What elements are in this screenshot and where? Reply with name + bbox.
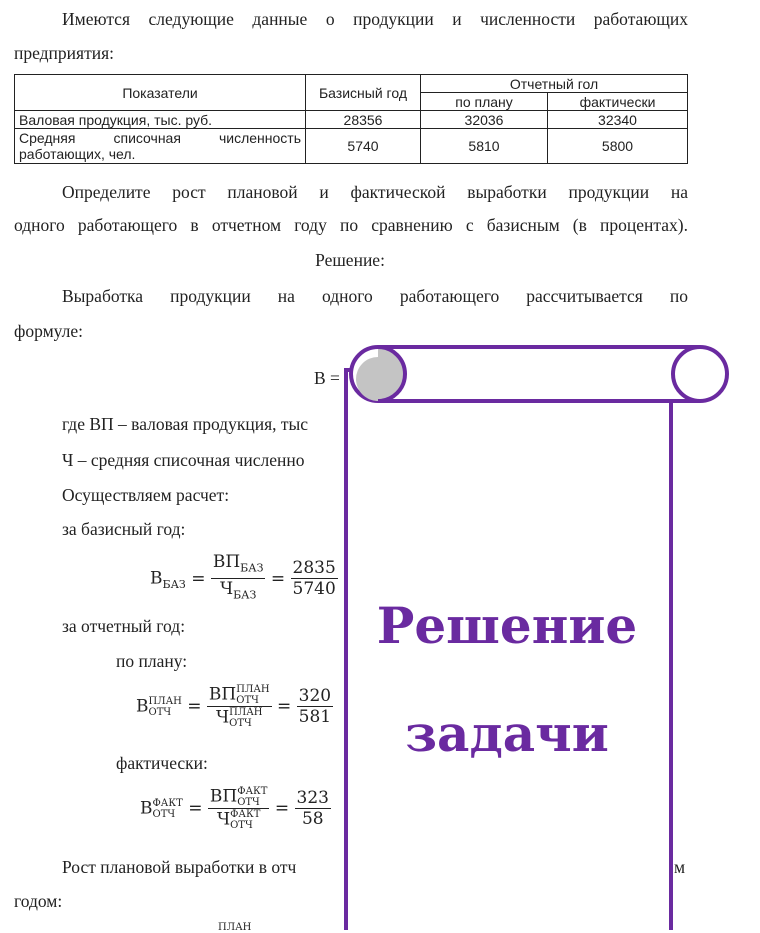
col-header-plan: по плану	[421, 93, 548, 111]
growth-text-cont: годом:	[14, 891, 63, 911]
formula-subscript: БАЗ	[162, 577, 186, 591]
col-header-actual: фактически	[548, 93, 688, 111]
formula-intro-cont: формуле:	[14, 321, 83, 341]
formula-values: $\frac{323}{58}$	[296, 788, 329, 829]
cell-actual: 32340	[548, 111, 688, 129]
formula-var: В	[150, 568, 163, 589]
col-header-report: Отчетный гол	[421, 75, 688, 93]
intro-text-cont: предприятия:	[14, 43, 115, 63]
solution-heading: Решение:	[315, 250, 385, 270]
intro-text: Имеются следующие данные о продукции и численности работающих	[62, 9, 688, 29]
report-year-label: за отчетный год:	[62, 616, 186, 636]
formula-values: $\frac{320}{581}$	[298, 686, 332, 727]
cell-base: 5740	[306, 129, 421, 164]
base-year-label: за базисный год:	[62, 519, 186, 539]
formula-partial: В =	[314, 368, 340, 388]
where-ch: Ч – средняя списочная численно	[62, 450, 305, 470]
bottom-partial: ПЛАН	[218, 922, 252, 933]
row-label-line2: работающих, чел.	[19, 146, 136, 162]
formula-fraction: ВППЛАН ОТЧ ЧПЛАН ОТЧ	[208, 684, 270, 729]
col-header-indicator: Показатели	[15, 75, 306, 111]
scroll-title-line1: Решение	[376, 596, 638, 655]
row-label-line1: Средняя списочная численность	[19, 130, 301, 146]
growth-text-end: м	[674, 857, 686, 877]
cell-plan: 32036	[421, 111, 548, 129]
formula-fraction: $\frac{ВП_{БАЗ}}{Ч_{БАЗ}}$	[212, 552, 264, 602]
base-formula: $В_{БАЗ}$ = $\frac{ВП_{БАЗ}}{Ч_{БАЗ}}$ = $\frac{2835}{5740}$	[150, 552, 338, 606]
task-text-cont: одного работающего в отчетном году по сравнению с базисным (в процентах).	[14, 215, 688, 235]
formula-var: В	[140, 798, 153, 819]
growth-text: Рост плановой выработки в отч	[62, 857, 297, 877]
actual-label: фактически:	[116, 753, 208, 773]
cell-actual: 5800	[548, 129, 688, 164]
formula-fraction: ВПФАКТ ОТЧ ЧФАКТ ОТЧ	[209, 786, 268, 831]
formula-values: $\frac{2835}{5740}$	[292, 558, 336, 600]
plan-formula: ВПЛАН ОТЧ = ВППЛАН ОТЧ ЧПЛАН ОТЧ = $\frac{320}{581}$	[136, 684, 332, 729]
row-label: Валовая продукция, тыс. руб.	[15, 111, 306, 129]
task-text: Определите рост плановой и фактической выработки продукции на	[62, 182, 688, 202]
formula-intro: Выработка продукции на одного работающего рассчитывается по	[62, 286, 688, 306]
where-vp: где ВП – валовая продукция, тыс	[62, 414, 309, 434]
cell-plan: 5810	[421, 129, 548, 164]
scroll-title-line2: задачи	[405, 704, 609, 763]
calc-intro: Осуществляем расчет:	[62, 485, 230, 505]
actual-formula: ВФАКТ ОТЧ = ВПФАКТ ОТЧ ЧФАКТ ОТЧ = $\frac{323}{58}$	[140, 786, 329, 831]
plan-label: по плану:	[116, 651, 188, 671]
cell-base: 28356	[306, 111, 421, 129]
formula-var: В	[136, 696, 149, 717]
col-header-base: Базисный год	[306, 75, 421, 111]
scroll-roll	[351, 347, 727, 401]
